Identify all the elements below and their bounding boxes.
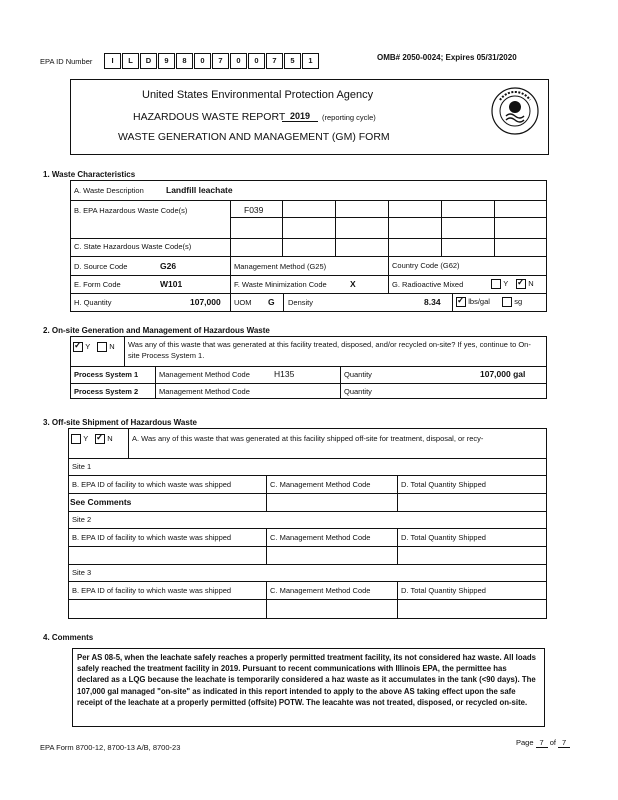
page-number: 7 — [536, 738, 548, 748]
epa-id-char: D — [140, 53, 157, 69]
hazardous-code-label: B. EPA Hazardous Waste Code(s) — [74, 206, 188, 215]
process-system-1-label: Process System 1 — [74, 370, 139, 379]
checkbox-n[interactable] — [516, 279, 526, 289]
quantity-value: 107,000 — [190, 297, 221, 307]
source-code-value: G26 — [160, 261, 177, 271]
density-value: 8.34 — [424, 297, 441, 307]
site2-quantity-label: D. Total Quantity Shipped — [401, 533, 486, 542]
epa-seal-icon — [490, 86, 540, 136]
lbsgal-label: lbs/gal — [468, 297, 490, 307]
form-title: WASTE GENERATION AND MANAGEMENT (GM) FORM — [118, 131, 390, 143]
ps1-method-value: H135 — [274, 369, 295, 379]
offsite-n-label: N — [107, 434, 113, 444]
onsite-n-label: N — [109, 342, 115, 352]
checkbox-sg[interactable] — [502, 297, 512, 307]
offsite-y-label: Y — [83, 434, 89, 444]
site2-epa-id-label: B. EPA ID of facility to which waste was shipped — [72, 533, 232, 542]
onsite-n[interactable] — [97, 342, 115, 352]
checkbox-onsite-y[interactable] — [73, 342, 83, 352]
site1-epa-id-label: B. EPA ID of facility to which waste was shipped — [72, 480, 232, 489]
section1-heading: 1. Waste Characteristics — [43, 170, 136, 179]
ps2-quantity-label: Quantity — [344, 387, 372, 396]
site3-method-label: C. Management Method Code — [270, 586, 371, 595]
ps1-quantity-value: 107,000 gal — [480, 369, 526, 379]
onsite-question: Was any of this waste that was generated at this facility treated, disposed, and/or recycled on-site? If yes, continue to On-site Process System 1. — [128, 340, 531, 360]
site1-method-label: C. Management Method Code — [270, 480, 371, 489]
uom-label: UOM — [234, 298, 252, 307]
offsite-y[interactable] — [71, 434, 88, 444]
waste-description-value: Landfill leachate — [166, 185, 233, 195]
onsite-y[interactable] — [73, 342, 90, 352]
density-label: Density — [288, 298, 314, 307]
site3-epa-id-label: B. EPA ID of facility to which waste was shipped — [72, 586, 232, 595]
checkbox-y[interactable] — [491, 279, 501, 289]
page-label: Page — [516, 738, 534, 747]
checkbox-lbsgal[interactable] — [456, 297, 466, 307]
form-code-label: E. Form Code — [74, 280, 121, 289]
radioactive-y[interactable] — [491, 279, 508, 289]
checkbox-y-label: Y — [503, 279, 509, 289]
epa-id-char: 7 — [266, 53, 283, 69]
checkbox-offsite-y[interactable] — [71, 434, 81, 444]
radioactive-n[interactable] — [516, 279, 534, 289]
epa-id-char: 8 — [176, 53, 193, 69]
site3-label: Site 3 — [72, 568, 92, 577]
site2-label: Site 2 — [72, 515, 92, 524]
see-comments: See Comments — [70, 497, 132, 507]
state-code-label: C. State Hazardous Waste Code(s) — [74, 242, 192, 251]
epa-id-char: I — [104, 53, 121, 69]
report-year: 2019 — [282, 111, 318, 122]
country-code-label: Country Code (G62) — [392, 261, 460, 270]
quantity-label: H. Quantity — [74, 298, 112, 307]
onsite-y-label: Y — [85, 342, 91, 352]
waste-min-label: F. Waste Minimization Code — [234, 280, 327, 289]
uom-value: G — [268, 297, 275, 307]
section2-heading: 2. On-site Generation and Management of Hazardous Waste — [43, 326, 270, 335]
report-title: HAZARDOUS WASTE REPORT — [133, 111, 286, 123]
density-unit-lbsgal[interactable] — [456, 297, 490, 307]
management-method-label: Management Method (G25) — [234, 262, 327, 271]
process-system-2-label: Process System 2 — [74, 387, 139, 396]
checkbox-offsite-n[interactable] — [95, 434, 105, 444]
offsite-n[interactable] — [95, 434, 113, 444]
epa-id-char: 1 — [302, 53, 319, 69]
epa-id-label: EPA ID Number — [40, 57, 93, 66]
section4-heading: 4. Comments — [43, 633, 94, 642]
source-code-label: D. Source Code — [74, 262, 128, 271]
epa-id-char: 5 — [284, 53, 301, 69]
epa-id-char: 0 — [248, 53, 265, 69]
epa-id-char: L — [122, 53, 139, 69]
radioactive-label: G. Radioactive Mixed — [392, 280, 464, 289]
page-indicator — [516, 738, 570, 748]
checkbox-n-label: N — [528, 279, 534, 289]
offsite-question: A. Was any of this waste that was generated at this facility shipped off-site for treatment, disposal, or recy- — [132, 434, 484, 443]
density-unit-sg[interactable] — [502, 297, 522, 307]
sg-label: sg — [514, 297, 523, 307]
ps1-quantity-label: Quantity — [344, 370, 372, 379]
ps1-method-label: Management Method Code — [159, 370, 250, 379]
of-label: of — [549, 738, 556, 747]
hazardous-code-value: F039 — [244, 205, 264, 215]
agency-title: United States Environmental Protection Agency — [142, 89, 374, 101]
form-code-value: W101 — [160, 279, 183, 289]
epa-id-char: 7 — [212, 53, 229, 69]
site1-label: Site 1 — [72, 462, 92, 471]
omb-number: OMB# 2050-0024; Expires 05/31/2020 — [377, 53, 517, 62]
waste-description-label: A. Waste Description — [74, 186, 144, 195]
site1-quantity-label: D. Total Quantity Shipped — [401, 480, 486, 489]
comments-box: Per AS 08-5, when the leachate safely reaches a properly permitted treatment facility, its not considered haz waste. All loads safely reached the treatment facility in 2019. Pursuant to recent communications with Illinois EPA, the permittee has declared as a LQG because the leachate is temporarily considered a haz waste as it accumulates in the tank (<90 days). The 107,000 gal managed "on-site" as indicated in this report intended to apply to the above AS taking effect upon the safe receipt of the leachate at a properly permitted (offsite) POTW. The leacahte was not treated, disposed, or recycled on-site. — [72, 648, 545, 727]
page-total: 7 — [558, 738, 570, 748]
site3-quantity-label: D. Total Quantity Shipped — [401, 586, 486, 595]
epa-id-char: 9 — [158, 53, 175, 69]
epa-id-char: 0 — [230, 53, 247, 69]
waste-min-value: X — [350, 279, 356, 289]
section3-heading: 3. Off-site Shipment of Hazardous Waste — [43, 418, 197, 427]
epa-id-char: 0 — [194, 53, 211, 69]
checkbox-onsite-n[interactable] — [97, 342, 107, 352]
site2-method-label: C. Management Method Code — [270, 533, 371, 542]
reporting-cycle: (reporting cycle) — [322, 113, 376, 122]
form-number: EPA Form 8700-12, 8700-13 A/B, 8700-23 — [40, 743, 181, 752]
ps2-method-label: Management Method Code — [159, 387, 250, 396]
